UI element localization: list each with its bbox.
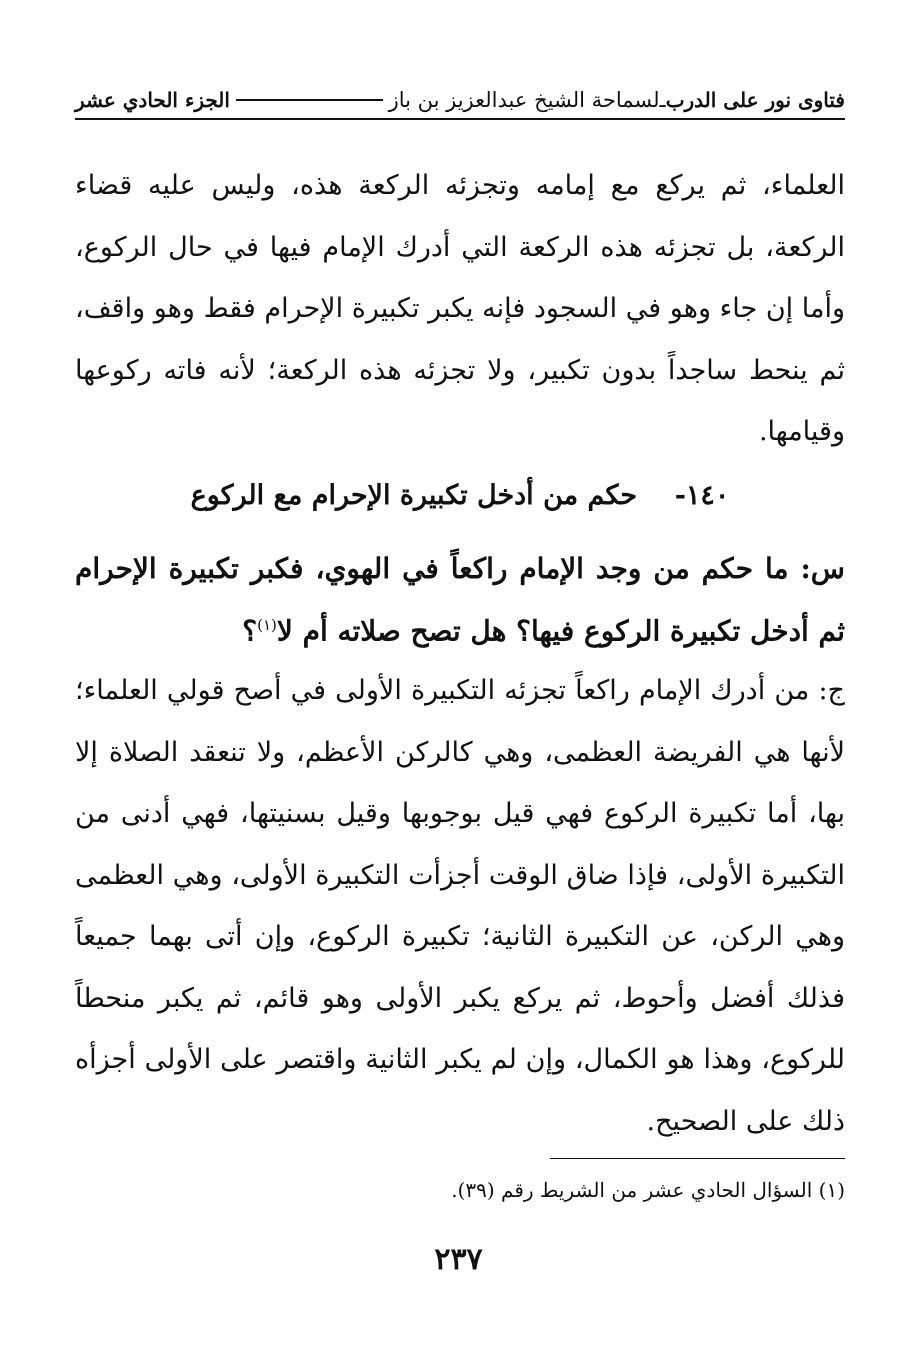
volume-part: الجزء الحادي عشر (75, 88, 230, 112)
footnote: (١) السؤال الحادي عشر من الشريط رقم (٣٩). (451, 1178, 845, 1202)
section-number: ١٤٠- (674, 480, 730, 511)
page-number: ٢٣٧ (434, 1242, 483, 1277)
book-title: فتاوى نور على الدرب (665, 88, 845, 112)
author-name: لسماحة الشيخ عبدالعزيز بن باز (388, 88, 660, 112)
body-paragraph-continued: العلماء، ثم يركع مع إمامه وتجزئه الركعة هذه، وليس عليه قضاء الركعة، بل تجزئه هذه الركعة التي أدرك الإمام فيها في حال الركوع، وأما إن جاء وهو في السجود فإنه يكبر تكبيرة الإحرام فقط وهو واقف، ثم ينحط ساجداً بدون تكبير، ولا تجزئه هذه الركعة؛ لأنه فاته ركوعها وقيامها. (75, 170, 845, 447)
question-paragraph (75, 540, 845, 659)
header-dash (236, 99, 383, 101)
question-mark: ؟ (242, 614, 258, 648)
section-heading (75, 472, 845, 520)
header-separator: ـ (659, 88, 666, 112)
footnote-reference: (١) (257, 616, 277, 634)
section-title: حكم من أدخل تكبيرة الإحرام مع الركوع (190, 480, 638, 511)
answer-paragraph: ج: من أدرك الإمام راكعاً تجزئه التكبيرة الأولى في أصح قولي العلماء؛ لأنها هي الفريضة العظمى، وهي كالركن الأعظم، ولا تنعقد الصلاة إلا بها، أما تكبيرة الركوع فهي قيل بوجوبها وقيل بسنيتها، فهي أدنى من التكبيرة الأولى، فإذا ضاق الوقت أجزأت التكبيرة الأولى، وهي العظمى وهي الركن، عن التكبيرة الثانية؛ تكبيرة الركوع، وإن أتى بهما جميعاً فذلك أفضل وأحوط، ثم يركع يكبر الأولى وهو قائم، ثم يكبر منحطاً للركوع، وهذا هو الكمال، وإن لم يكبر الثانية واقتصر على الأولى أجزأه ذلك على الصحيح. (75, 675, 845, 1137)
running-header (75, 88, 845, 120)
question-text: س: ما حكم من وجد الإمام راكعاً في الهوي، فكبر تكبيرة الإحرام ثم أدخل تكبيرة الركوع فيها؟ هل تصح صلاته أم لا (75, 552, 845, 648)
footnote-divider (550, 1158, 845, 1159)
